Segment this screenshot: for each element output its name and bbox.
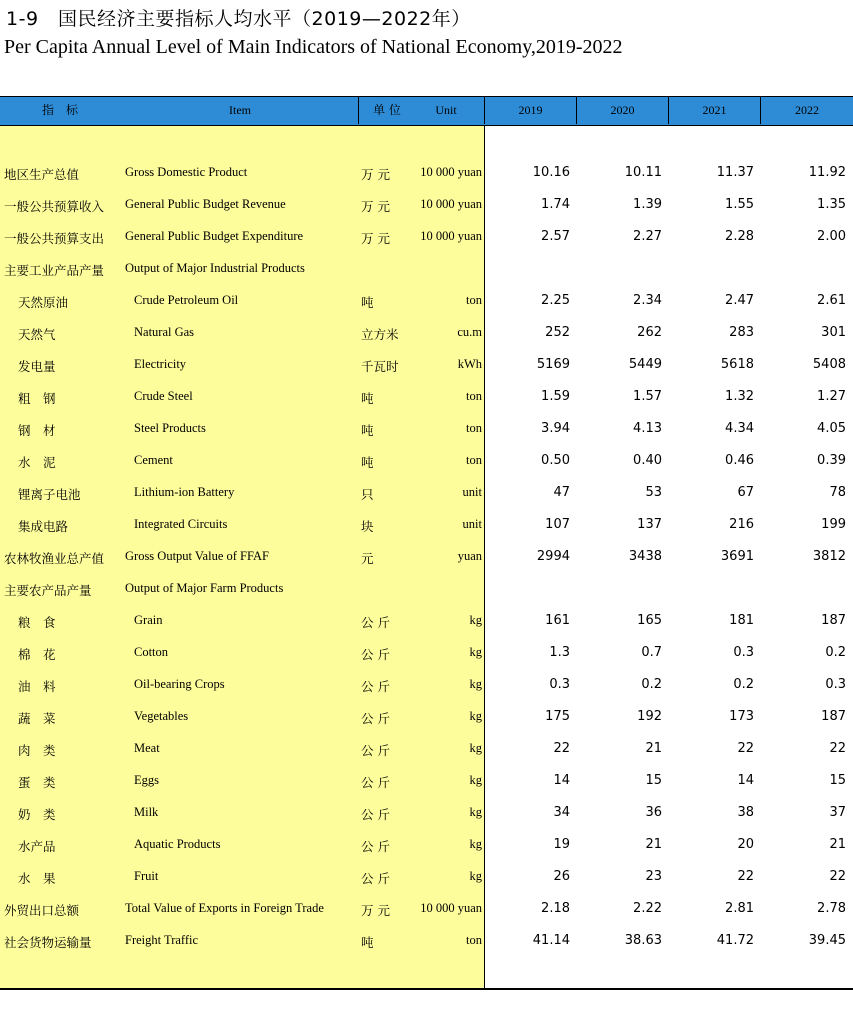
header-divider [358,97,359,124]
row-unit-cn: 公 斤 [361,807,390,822]
row-unit-cn: 立方米 [361,327,399,342]
row-unit-cn: 万 元 [361,231,390,246]
cell-value-2022: 2.61 [817,293,846,308]
cell-value-2022: 4.05 [817,421,846,436]
row-label-cn: 主要农产品产量 [4,583,92,598]
cell-value-2020: 2.22 [633,901,662,916]
row-unit-cn: 吨 [361,295,374,310]
cell-value-2022: 15 [829,773,846,788]
row-unit-cn: 元 [361,551,374,566]
table-row [0,227,853,247]
row-label-en: General Public Budget Expenditure [125,229,304,243]
cell-value-2020: 0.2 [641,677,662,692]
cell-value-2020: 23 [645,869,662,884]
cell-value-2021: 67 [737,485,754,500]
cell-value-2019: 10.16 [532,165,570,180]
row-label-cn: 集成电路 [18,519,69,534]
row-label-en: Cotton [134,645,169,659]
cell-value-2022: 22 [829,741,846,756]
row-unit-en: kg [469,677,482,691]
row-unit-en: 10 000 yuan [420,197,482,211]
row-label-en: Steel Products [134,421,206,435]
row-unit-en: kg [469,805,482,819]
cell-value-2019: 2.57 [541,229,570,244]
header-unit-cn: 单 位 [373,103,401,117]
table-row [0,611,853,631]
cell-value-2019: 41.14 [532,933,570,948]
cell-value-2021: 2.81 [725,901,754,916]
cell-value-2019: 107 [545,517,570,532]
cell-value-2019: 3.94 [541,421,570,436]
cell-value-2020: 262 [637,325,662,340]
cell-value-2019: 2994 [536,549,570,564]
table-row [0,579,853,599]
table-row [0,643,853,663]
row-label-en: Crude Steel [134,389,193,403]
row-label-en: Integrated Circuits [134,517,228,531]
row-label-cn: 外贸出口总额 [4,903,80,918]
cell-value-2021: 181 [729,613,754,628]
row-unit-en: unit [462,485,482,499]
cell-value-2022: 11.92 [808,165,846,180]
row-unit-cn: 公 斤 [361,679,390,694]
cell-value-2022: 39.45 [808,933,846,948]
cell-value-2022: 301 [821,325,846,340]
row-unit-cn: 块 [361,519,374,534]
table-row [0,195,853,215]
row-unit-en: kg [469,869,482,883]
cell-value-2022: 0.39 [817,453,846,468]
row-label-en: Eggs [134,773,159,787]
row-unit-en: kg [469,741,482,755]
row-label-cn: 地区生产总值 [4,167,80,182]
cell-value-2019: 22 [553,741,570,756]
row-label-en: Natural Gas [134,325,195,339]
cell-value-2020: 38.63 [624,933,662,948]
cell-value-2020: 0.40 [633,453,662,468]
cell-value-2020: 15 [645,773,662,788]
row-label-cn: 农林牧渔业总产值 [4,551,105,566]
cell-value-2020: 137 [637,517,662,532]
row-unit-en: ton [466,293,482,307]
row-unit-en: kg [469,709,482,723]
cell-value-2019: 0.50 [541,453,570,468]
row-label-en: Meat [134,741,160,755]
table-row [0,931,853,951]
row-unit-en: ton [466,933,482,947]
cell-value-2019: 252 [545,325,570,340]
table-row [0,387,853,407]
cell-value-2021: 2.28 [725,229,754,244]
table-row [0,707,853,727]
cell-value-2022: 21 [829,837,846,852]
row-label-cn: 水 果 [18,871,56,886]
table-row [0,739,853,759]
cell-value-2019: 1.3 [549,645,570,660]
cell-value-2020: 165 [637,613,662,628]
row-label-en: Crude Petroleum Oil [134,293,239,307]
row-unit-cn: 千瓦时 [361,359,399,374]
row-label-cn: 粗 钢 [18,391,56,406]
bottom-rule [0,988,853,990]
row-label-en: Total Value of Exports in Foreign Trade [125,901,324,915]
row-label-en: Milk [134,805,159,819]
row-unit-cn: 吨 [361,423,374,438]
table-row [0,355,853,375]
cell-value-2020: 0.7 [641,645,662,660]
row-label-en: Lithium-ion Battery [134,485,235,499]
cell-value-2020: 21 [645,837,662,852]
cell-value-2021: 5618 [720,357,754,372]
row-unit-cn: 公 斤 [361,615,390,630]
row-label-cn: 主要工业产品产量 [4,263,105,278]
row-label-en: General Public Budget Revenue [125,197,286,211]
table-row [0,835,853,855]
cell-value-2022: 187 [821,709,846,724]
row-label-en: Output of Major Industrial Products [125,261,305,275]
table-row [0,771,853,791]
cell-value-2020: 3438 [628,549,662,564]
cell-value-2019: 1.59 [541,389,570,404]
cell-value-2021: 4.34 [725,421,754,436]
table-row [0,675,853,695]
table-row [0,451,853,471]
cell-value-2022: 78 [829,485,846,500]
cell-value-2022: 5408 [812,357,846,372]
row-label-cn: 蔬 菜 [18,711,56,726]
cell-value-2022: 1.27 [817,389,846,404]
table-row [0,899,853,919]
row-unit-cn: 公 斤 [361,839,390,854]
cell-value-2019: 19 [553,837,570,852]
row-unit-en: 10 000 yuan [420,165,482,179]
row-unit-cn: 公 斤 [361,647,390,662]
cell-value-2022: 37 [829,805,846,820]
cell-value-2021: 22 [737,869,754,884]
cell-value-2020: 10.11 [624,165,662,180]
table-row [0,867,853,887]
row-unit-cn: 万 元 [361,199,390,214]
cell-value-2020: 36 [645,805,662,820]
cell-value-2019: 14 [553,773,570,788]
row-unit-en: yuan [457,549,482,563]
table-row [0,547,853,567]
row-unit-cn: 万 元 [361,167,390,182]
cell-value-2021: 0.2 [733,677,754,692]
row-unit-cn: 公 斤 [361,711,390,726]
cell-value-2021: 1.55 [725,197,754,212]
row-label-cn: 社会货物运输量 [4,935,92,950]
row-label-en: Gross Domestic Product [125,165,248,179]
row-label-en: Fruit [134,869,159,883]
table-row [0,803,853,823]
row-label-cn: 天然气 [18,327,56,342]
cell-value-2019: 2.25 [541,293,570,308]
cell-value-2022: 0.2 [825,645,846,660]
row-label-en: Electricity [134,357,187,371]
row-unit-cn: 公 斤 [361,871,390,886]
row-label-cn: 锂离子电池 [18,487,81,502]
table-row [0,483,853,503]
row-unit-cn: 吨 [361,935,374,950]
table-row [0,323,853,343]
cell-value-2021: 0.46 [725,453,754,468]
cell-value-2021: 14 [737,773,754,788]
page-title-cn: 1-9 国民经济主要指标人均水平（2019—2022年） [6,8,471,30]
row-unit-cn: 公 斤 [361,743,390,758]
table-row [0,259,853,279]
cell-value-2020: 2.34 [633,293,662,308]
row-unit-en: ton [466,453,482,467]
row-label-en: Oil-bearing Crops [134,677,225,691]
row-label-cn: 水产品 [18,839,56,854]
cell-value-2020: 4.13 [633,421,662,436]
table-row [0,291,853,311]
row-unit-en: cu.m [457,325,482,339]
header-year-2020: 2020 [610,103,635,117]
row-label-cn: 蛋 类 [18,775,56,790]
row-label-cn: 粮 食 [18,615,56,630]
cell-value-2019: 34 [553,805,570,820]
cell-value-2021: 38 [737,805,754,820]
row-label-cn: 水 泥 [18,455,56,470]
row-label-cn: 一般公共预算收入 [4,199,105,214]
row-label-en: Aquatic Products [134,837,221,851]
row-unit-en: kg [469,613,482,627]
table-row [0,515,853,535]
row-label-en: Gross Output Value of FFAF [125,549,269,563]
cell-value-2021: 0.3 [733,645,754,660]
cell-value-2019: 161 [545,613,570,628]
row-unit-cn: 吨 [361,455,374,470]
row-label-en: Output of Major Farm Products [125,581,284,595]
table-header [0,96,853,126]
cell-value-2019: 2.18 [541,901,570,916]
cell-value-2022: 2.00 [817,229,846,244]
cell-value-2021: 1.32 [725,389,754,404]
cell-value-2020: 1.39 [633,197,662,212]
row-label-cn: 棉 花 [18,647,56,662]
cell-value-2020: 1.57 [633,389,662,404]
cell-value-2022: 22 [829,869,846,884]
cell-value-2022: 187 [821,613,846,628]
row-label-cn: 奶 类 [18,807,56,822]
row-unit-cn: 公 斤 [361,775,390,790]
page-title-en: Per Capita Annual Level of Main Indicators of National Economy,2019-2022 [4,36,623,58]
row-unit-en: unit [462,517,482,531]
cell-value-2019: 175 [545,709,570,724]
cell-value-2019: 47 [553,485,570,500]
row-unit-en: ton [466,389,482,403]
cell-value-2021: 20 [737,837,754,852]
cell-value-2021: 41.72 [716,933,754,948]
cell-value-2019: 26 [553,869,570,884]
cell-value-2022: 2.78 [817,901,846,916]
cell-value-2019: 0.3 [549,677,570,692]
cell-value-2021: 283 [729,325,754,340]
cell-value-2020: 21 [645,741,662,756]
cell-value-2019: 1.74 [541,197,570,212]
cell-value-2022: 3812 [812,549,846,564]
header-year-2019: 2019 [518,103,543,117]
row-label-en: Freight Traffic [125,933,199,947]
cell-value-2021: 22 [737,741,754,756]
cell-value-2022: 199 [821,517,846,532]
row-label-cn: 天然原油 [18,295,69,310]
cell-value-2021: 173 [729,709,754,724]
table-row [0,419,853,439]
header-year-2022: 2022 [795,103,819,117]
row-unit-en: 10 000 yuan [420,229,482,243]
row-label-cn: 钢 材 [18,423,56,438]
cell-value-2020: 2.27 [633,229,662,244]
cell-value-2021: 3691 [720,549,754,564]
row-unit-en: kg [469,645,482,659]
row-unit-en: 10 000 yuan [420,901,482,915]
table-row [0,163,853,183]
header-item: Item [229,103,251,117]
header-year-2021: 2021 [702,103,727,117]
row-label-en: Vegetables [134,709,189,723]
row-label-cn: 一般公共预算支出 [4,231,105,246]
row-unit-en: kg [469,773,482,787]
row-label-cn: 发电量 [18,359,56,374]
cell-value-2021: 11.37 [716,165,754,180]
header-unit: Unit [435,103,457,117]
cell-value-2022: 0.3 [825,677,846,692]
row-label-cn: 肉 类 [18,743,56,758]
row-unit-en: kWh [457,357,482,371]
row-unit-cn: 只 [361,487,374,502]
row-unit-en: kg [469,837,482,851]
cell-value-2021: 216 [729,517,754,532]
row-unit-en: ton [466,421,482,435]
cell-value-2020: 192 [637,709,662,724]
cell-value-2019: 5169 [536,357,570,372]
row-label-en: Grain [134,613,163,627]
row-unit-cn: 吨 [361,391,374,406]
cell-value-2020: 53 [645,485,662,500]
cell-value-2022: 1.35 [817,197,846,212]
header-indicator-cn: 指 标 [41,103,78,117]
cell-value-2020: 5449 [628,357,662,372]
row-label-cn: 油 料 [18,679,56,694]
row-unit-cn: 万 元 [361,903,390,918]
row-label-en: Cement [134,453,173,467]
cell-value-2021: 2.47 [725,293,754,308]
